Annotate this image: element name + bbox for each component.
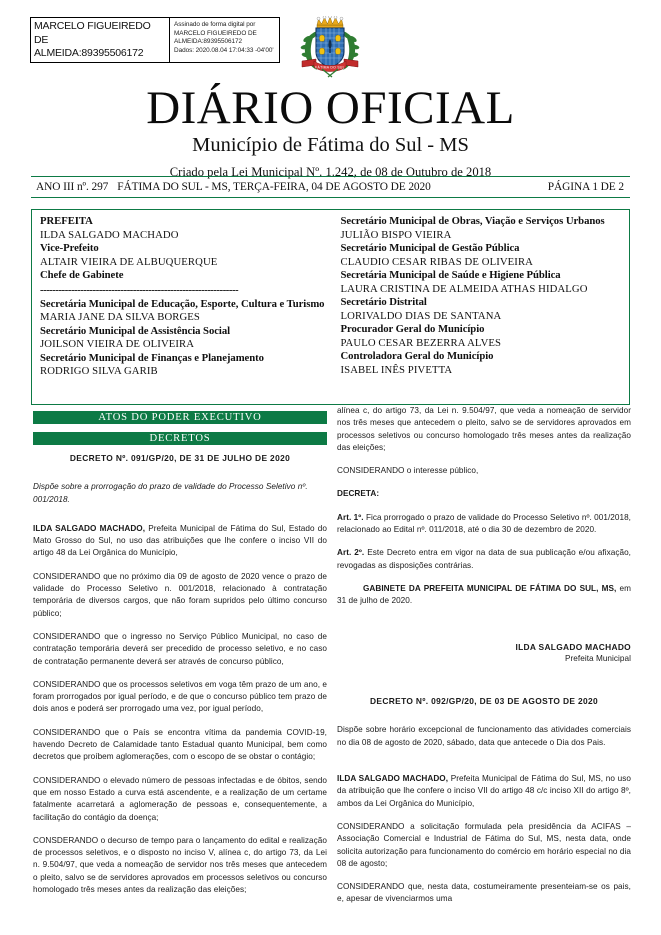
decreto-092-preamble — [337, 773, 631, 810]
page-indicator: PÁGINA 1 DE 2 — [547, 181, 624, 193]
edition-place-date: FÁTIMA DO SUL - MS, TERÇA-FEIRA, 04 DE AGOSTO DE 2020 — [117, 181, 431, 193]
official-role: Secretária Municipal de Educação, Esporte, Cultura e Turismo — [40, 297, 325, 310]
signature-detail-line: Dados: 2020.08.04 17:04:33 -04'00' — [174, 46, 274, 54]
decreto-091-preamble — [33, 523, 327, 560]
official-person: ISABEL INÊS PIVETTA — [340, 364, 453, 377]
decreto-091-considerando-cont: alínea c, do artigo 73, da Lei n. 9.504/97, que veda a nomeação de servidor nos três meses que antecedem o pleito, salvo se de servidores aprovados em processos seletivos ou concurso homologado três meses antes da realização das eleições; — [337, 406, 631, 452]
signature-details — [170, 18, 279, 62]
art-1-text: Fica prorrogado o prazo de validade do Processo Seletivo nº. 001/2018, relacionado ao Edital nº. 011/2018, até o dia 30 de dezembro de 2020. — [337, 512, 632, 535]
official-person: JOILSON VIEIRA DE OLIVEIRA — [40, 338, 195, 351]
official-person: ILDA SALGADO MACHADO — [40, 228, 179, 241]
decreto-092-ementa: Dispõe sobre horário excepcional de funcionamento das atividades comerciais no dia 08 de agosto de 2020, sábado, data que antecede o Dia dos Pais. — [337, 725, 631, 747]
decreto-092-heading: DECRETO Nº. 092/GP/20, DE 03 DE AGOSTO DE 2020 — [370, 696, 598, 707]
decreto-091-considerando: CONSIDERANDO que o País se encontra vítima da pandemia COVID-19, havendo Decreto de Calamidade tanto Estadual quanto Municipal, bem como decretos que proíbem aglomerações, com o escopo de se obstar o contágio; — [33, 727, 327, 762]
official-role: Secretário Municipal de Assistência Social — [40, 324, 231, 337]
official-person: LAURA CRISTINA DE ALMEIDA ATHAS HIDALGO — [340, 282, 588, 295]
official-role: Controladora Geral do Município — [340, 350, 494, 363]
digital-signature-stamp — [30, 17, 280, 63]
official-person: PAULO CESAR BEZERRA ALVES — [340, 336, 502, 349]
section-bar-decretos: DECRETOS — [33, 432, 327, 445]
official-role: Secretário Municipal de Gestão Pública — [340, 242, 520, 255]
decreto-091-considerando: CONSIDERANDO que os processos seletivos em voga têm prazo de um ano, e foram prorrogados por igual período, e de que o concurso público tem prazo de dois anos e poderá ser prorrogado uma vez, por igual período, — [33, 679, 327, 714]
decreto-091-decreta-label: DECRETA: — [337, 489, 380, 499]
body-column-right — [337, 405, 631, 906]
signature-subject-line: ALMEIDA:89395506172 — [34, 47, 144, 59]
official-person: LORIVALDO DIAS DE SANTANA — [340, 309, 502, 322]
decreto-091-considerando: CONSIDERANDO o elevado número de pessoas infectadas e de óbitos, sendo que em nosso Estado a curva está ascendente, e a realização de um certame fatalmente acarretará a aglomeração de pessoas e, consequentemente, a facilitação do contágio da doença; — [33, 775, 327, 822]
signature-detail-line: Assinado de forma digital por — [174, 21, 256, 28]
masthead-law-line: Criado pela Lei Municipal Nº. 1.242, de 08 de Outubro de 2018 — [169, 165, 492, 179]
svg-text:FÁTIMA DO SUL: FÁTIMA DO SUL — [315, 65, 345, 70]
official-role: PREFEITA — [40, 215, 93, 227]
official-role: Secretário Municipal de Obras, Viação e Serviços Urbanos — [340, 215, 605, 227]
official-role: Chefe de Gabinete — [40, 269, 124, 282]
signature-spacer — [337, 619, 631, 641]
official-person: MARIA JANE DA SILVA BORGES — [40, 311, 200, 324]
decreto-091-art-1 — [337, 512, 631, 537]
official-person: ALTAIR VIEIRA DE ALBUQUERQUE — [40, 255, 218, 268]
decreto-091-signer-name: ILDA SALGADO MACHADO — [515, 641, 631, 652]
signature-subject — [31, 18, 170, 62]
section-bar-atos-do-poder-executivo: ATOS DO PODER EXECUTIVO — [33, 411, 327, 424]
official-role: Secretário Distrital — [340, 296, 427, 309]
decreto-091-considerando: CONSIDERANDO o interesse público, — [337, 466, 479, 476]
decreto-092-considerando: CONSIDERANDO que, nesta data, costumeiramente presenteiam-se os pais, e, apesar de vivenciarmos uma — [337, 882, 631, 904]
decreto-091-signer-title: Prefeita Municipal — [565, 653, 631, 663]
preamble-text: Prefeita Municipal de Fátima do Sul, Estado do Mato Grosso do Sul, no uso das atribuições que lhe confere o inciso VII do artigo 48 da Lei Orgânica do Município, — [33, 523, 327, 558]
decreto-091-heading: DECRETO Nº. 091/GP/20, DE 31 DE JULHO DE 2020 — [69, 453, 291, 463]
signature-detail-line: MARCELO FIGUEIREDO DE — [174, 29, 257, 37]
official-role: Secretário Municipal de Finanças e Planejamento — [40, 351, 264, 364]
decreto-091-art-2 — [337, 547, 631, 572]
gabinete-date: em 31 de julho de 2020. — [337, 583, 631, 606]
decreto-091-ementa: Dispõe sobre a prorrogação do prazo de validade do Processo Seletivo nº. 001/2018. — [33, 482, 308, 504]
page-title: DIÁRIO OFICIAL — [146, 82, 515, 134]
official-person: JULIÃO BISPO VIEIRA — [340, 228, 452, 241]
art-2-text: Este Decreto entra em vigor na data de sua publicação e/ou afixação, revogadas as disposições contrárias. — [337, 548, 632, 570]
gabinete-label: GABINETE DA PREFEITA MUNICIPAL DE FÁTIMA DO SUL, MS, — [363, 583, 617, 593]
masthead-subtitle: Município de Fátima do Sul - MS — [192, 134, 469, 156]
section-spacer — [337, 682, 631, 695]
edition-bar — [31, 176, 630, 198]
ementa-spacer — [337, 760, 631, 773]
officials-separator: ---------------------------------------------------------------- — [40, 284, 239, 296]
preamble-signer: ILDA SALGADO MACHADO, — [33, 523, 146, 533]
art-2-label: Art. 2º. — [337, 548, 365, 558]
edition-left — [36, 181, 431, 193]
officials-column-left — [32, 214, 331, 404]
signature-detail-line: ALMEIDA:89395506172 — [174, 38, 242, 46]
preamble-signer: ILDA SALGADO MACHADO, — [337, 774, 449, 784]
decreto-091-gabinete — [337, 583, 631, 608]
masthead — [0, 84, 661, 181]
coat-of-arms-icon — [292, 16, 368, 80]
edition-year-issue: ANO III nº. 297 — [36, 181, 109, 193]
officials-box — [31, 209, 630, 405]
preamble-text: Prefeita Municipal de Fátima do Sul, MS, no uso da atribuição que lhe confere o inciso VII do artigo 48 c/c inciso XII do artigo 8º, ambos da Lei Orgânica do Município, — [337, 774, 631, 808]
art-1-label: Art. 1º. — [337, 512, 364, 522]
signature-subject-line: DE — [34, 33, 49, 46]
official-person: CLAUDIO CESAR RIBAS DE OLIVEIRA — [340, 255, 534, 268]
official-role: Procurador Geral do Município — [340, 323, 485, 336]
official-role: Secretária Municipal de Saúde e Higiene Pública — [340, 269, 561, 282]
official-person: RODRIGO SILVA GARIB — [40, 365, 158, 378]
body-column-left — [33, 452, 327, 896]
decreto-091-considerando: CONSIDERANDO que o ingresso no Serviço Público Municipal, no caso de contratação temporária deverá ser precedido de processo seletivo, e no caso de contratação permanente deverá ser através de concurso público, — [33, 631, 327, 666]
decreto-091-considerando: CONSDERANDO o decurso de tempo para o lançamento do edital e realização de processos seletivos, e o disposto no inciso V, alínea c, do artigo 73, da Lei n. 9.504/97, que veda a nomeação de servidor nos três meses que antecedem o pleito, salvo se de servidores aprovados em processos seletivos ou concurso homologado três meses antes da realização das eleições; — [33, 835, 327, 895]
decreto-092-considerando: CONSIDERANDO a solicitação formulada pela presidência da ACIFAS – Associação Comercial e Industrial de Fátima do Sul, MS, nesta data, onde solicita autorização para funcionamento do comércio em horário especial no dia 08 de agosto; — [337, 821, 631, 868]
officials-column-right — [331, 214, 630, 404]
signature-subject-line: MARCELO FIGUEIREDO — [34, 20, 151, 32]
decreto-091-considerando: CONSIDERANDO que no próximo dia 09 de agosto de 2020 vence o prazo de validade do Processo Seletivo n. 001/2018, relacionado à contratação temporária de diversos cargos, que não foram supridos pelo último concurso público; — [33, 571, 327, 618]
official-role: Vice-Prefeito — [40, 242, 99, 255]
